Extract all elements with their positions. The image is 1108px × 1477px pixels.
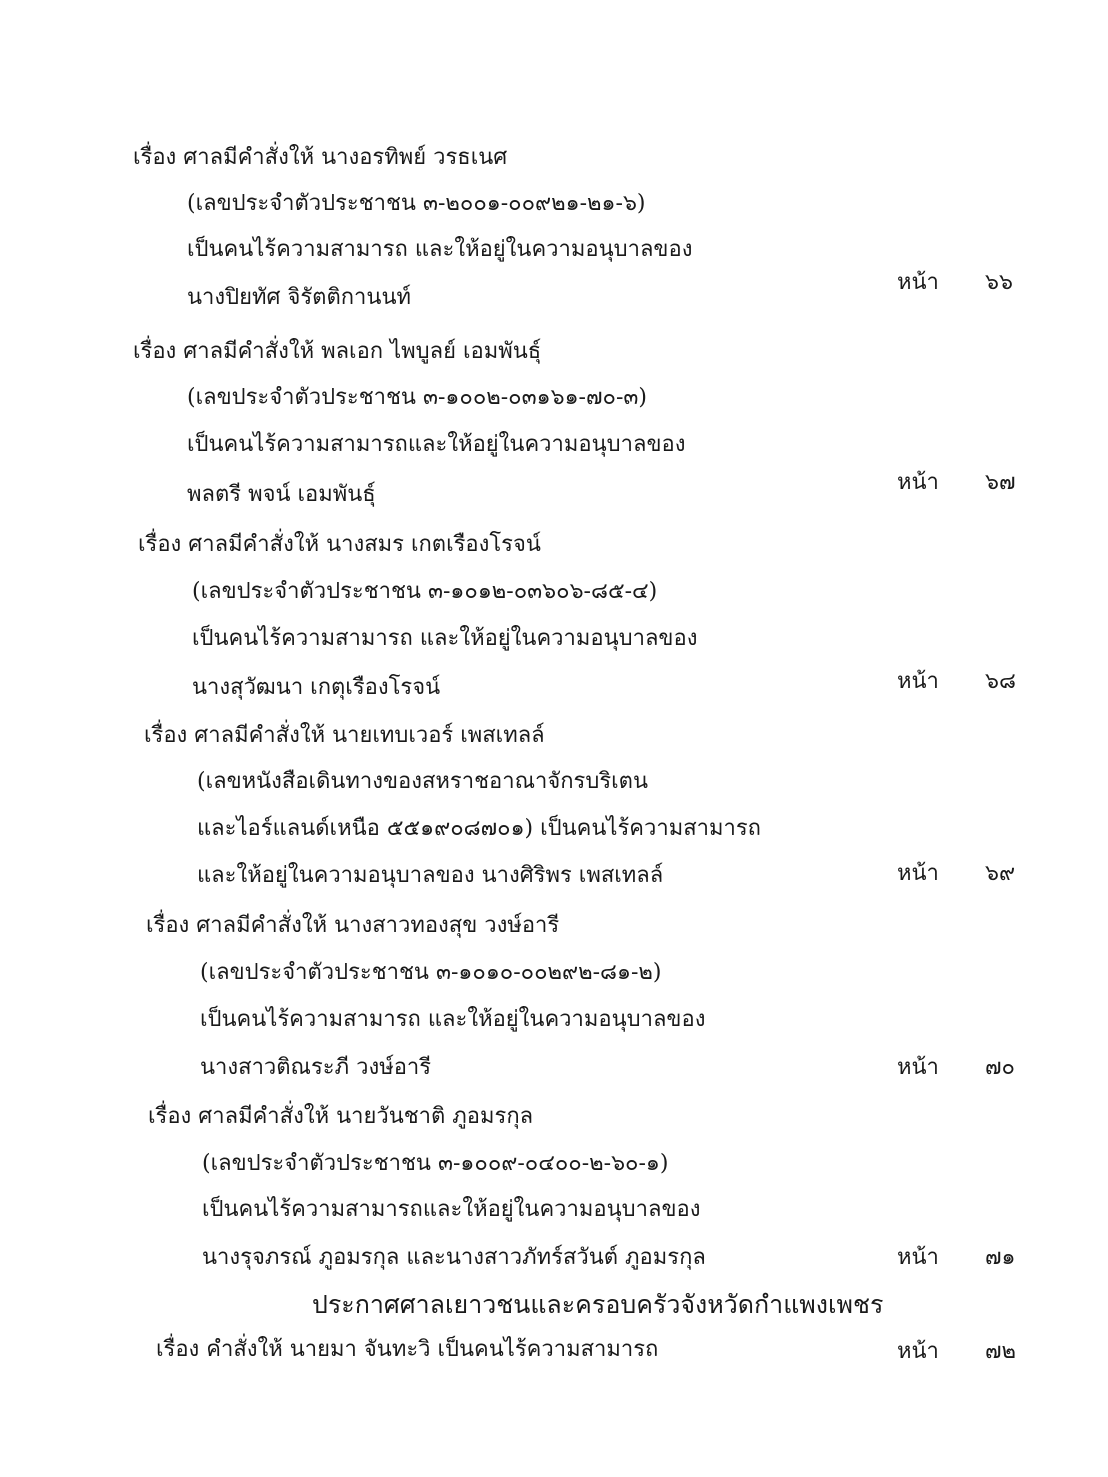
entry-text-line: นางรุจภรณ์ ภูอมรกุล และนางสาวภัทร์สวันต์ ภูอมรกุล [202, 1245, 706, 1270]
page-label: หน้า [897, 270, 939, 295]
page-label: หน้า [897, 1055, 939, 1080]
entry-text-line: (เลขหนังสือเดินทางของสหราชอาณาจักรบริเตน [197, 769, 648, 794]
entry-text-line: และไอร์แลนด์เหนือ ๕๕๑๙๐๘๗๐๑) เป็นคนไร้ความสามารถ [197, 816, 761, 841]
entry-id-line: (เลขประจำตัวประชาชน ๓-๒๐๐๑-๐๐๙๒๑-๒๑-๖) [187, 191, 646, 216]
entry-title-line: เรื่อง ศาลมีคำสั่งให้ นางอรทิพย์ วรธเนศ [133, 145, 508, 170]
entry-text-line: เป็นคนไร้ความสามารถ และให้อยู่ในความอนุบาลของ [200, 1007, 706, 1032]
page-number: ๖๗ [985, 470, 1016, 495]
entry-text-line: นางปิยทัศ จิรัตติกานนท์ [187, 285, 411, 310]
entry-text-line: เป็นคนไร้ความสามารถ และให้อยู่ในความอนุบาลของ [187, 237, 693, 262]
section-heading: ประกาศศาลเยาวชนและครอบครัวจังหวัดกำแพงเพชร [312, 1290, 884, 1319]
entry-text-line: เป็นคนไร้ความสามารถและให้อยู่ในความอนุบาลของ [187, 432, 686, 457]
page-number: ๗๑ [985, 1245, 1016, 1270]
entry-title-line: เรื่อง ศาลมีคำสั่งให้ นางสมร เกตเรืองโรจน์ [138, 532, 541, 557]
page-label: หน้า [897, 861, 939, 886]
entry-id-line: (เลขประจำตัวประชาชน ๓-๑๐๑๒-๐๓๖๐๖-๘๕-๔) [192, 579, 658, 604]
page-number: ๗๒ [985, 1339, 1017, 1364]
page-number: ๗๐ [985, 1055, 1015, 1080]
page-label: หน้า [897, 1245, 939, 1270]
entry-text-line: นางสาวติณระภี วงษ์อารี [200, 1055, 432, 1080]
entry-id-line: (เลขประจำตัวประชาชน ๓-๑๐๑๐-๐๐๒๙๒-๘๑-๒) [200, 960, 662, 985]
page-label: หน้า [897, 470, 939, 495]
entry-title-line: เรื่อง ศาลมีคำสั่งให้ พลเอก ไพบูลย์ เอมพันธุ์ [133, 339, 542, 364]
page-number: ๖๙ [985, 861, 1016, 886]
entry-text-line: และให้อยู่ในความอนุบาลของ นางศิริพร เพสเทลล์ [197, 863, 664, 888]
entry-id-line: (เลขประจำตัวประชาชน ๓-๑๐๐๒-๐๓๑๖๑-๗๐-๓) [187, 385, 648, 410]
entry-title-line: เรื่อง คำสั่งให้ นายมา จันทะวิ เป็นคนไร้ความสามารถ [156, 1337, 659, 1362]
page-label: หน้า [897, 669, 939, 694]
entry-text-line: เป็นคนไร้ความสามารถและให้อยู่ในความอนุบาลของ [202, 1197, 701, 1222]
entry-title-line: เรื่อง ศาลมีคำสั่งให้ นางสาวทองสุข วงษ์อารี [146, 913, 560, 938]
page-number: ๖๘ [985, 669, 1016, 694]
page-label: หน้า [897, 1339, 939, 1364]
entry-title-line: เรื่อง ศาลมีคำสั่งให้ นายเทบเวอร์ เพสเทลล์ [144, 723, 545, 748]
entry-title-line: เรื่อง ศาลมีคำสั่งให้ นายวันชาติ ภูอมรกุล [148, 1104, 534, 1129]
entry-text-line: นางสุวัฒนา เกตุเรืองโรจน์ [192, 675, 441, 700]
entry-text-line: พลตรี พจน์ เอมพันธุ์ [187, 482, 376, 507]
page-number: ๖๖ [985, 270, 1013, 295]
entry-text-line: เป็นคนไร้ความสามารถ และให้อยู่ในความอนุบาลของ [192, 626, 698, 651]
entry-id-line: (เลขประจำตัวประชาชน ๓-๑๐๐๙-๐๔๐๐-๒-๖๐-๑) [202, 1151, 669, 1176]
